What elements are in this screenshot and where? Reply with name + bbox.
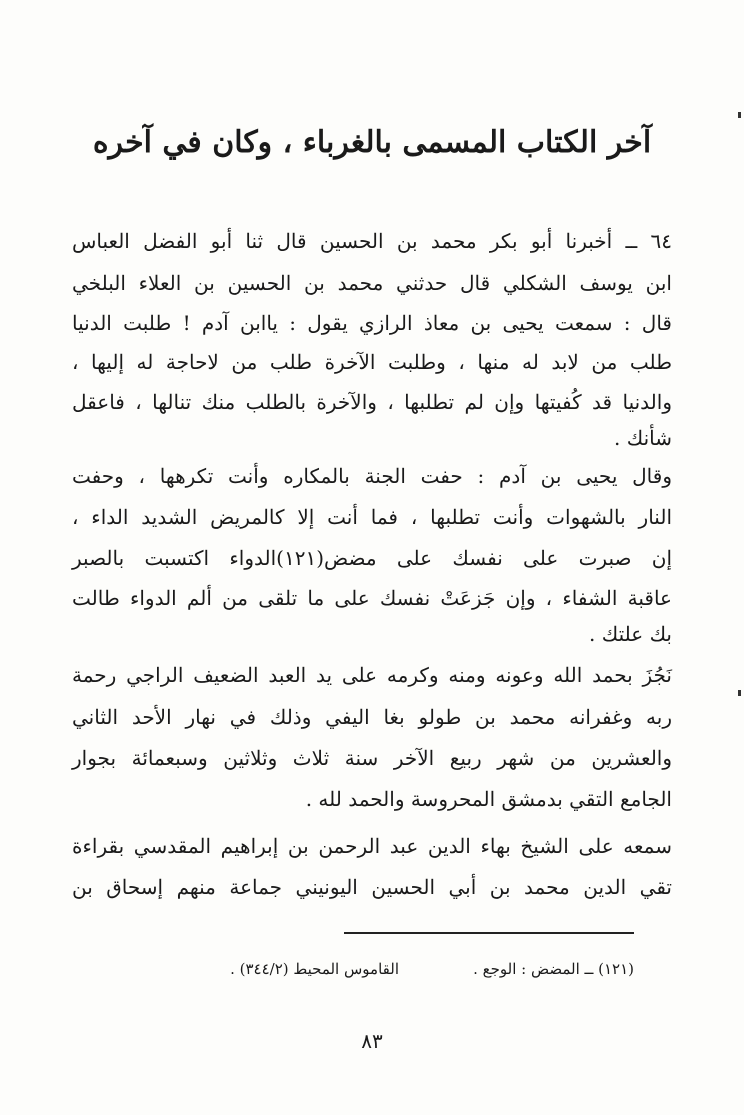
text-line: ربه وغفرانه محمد بن طولو بغا اليفي وذلك في نهار الأحد الثاني xyxy=(72,705,672,729)
text-line: تقي الدين محمد بن أبي الحسين اليونيني جماعة منهم إسحاق بن xyxy=(72,875,672,899)
text-line: طلب من لابد له منها ، وطلبت الآخرة طلب من لاحاجة له إليها ، xyxy=(72,350,673,374)
scan-mark xyxy=(738,690,741,696)
text-line: نَجُزَ بحمد الله وعونه ومنه وكرمه على يد العبد الضعيف الراجي رحمة xyxy=(72,663,672,687)
text-line: النار بالشهوات وأنت تطلبها ، فما أنت إلا كالمريض الشديد الداء ، xyxy=(72,505,672,529)
scan-mark xyxy=(738,112,741,118)
page-title: آخر الكتاب المسمى بالغرباء ، وكان في آخره xyxy=(92,125,652,160)
text-line: إن صبرت على نفسك على مضض(١٢١)الدواء اكتسبت بالصبر xyxy=(72,546,672,570)
text-line: شأنك . xyxy=(614,426,672,450)
footnote-reference: (١٢١) ــ المضض : الوجع . xyxy=(473,960,634,978)
text-line: والعشرين من شهر ربيع الآخر سنة ثلاث وثلاثين وسبعمائة بجوار xyxy=(72,746,672,770)
text-line: ٦٤ ــ أخبرنا أبو بكر محمد بن الحسين قال ثنا أبو الفضل العباس xyxy=(72,229,672,253)
page-number: ٨٣ xyxy=(361,1029,383,1053)
text-line: سمعه على الشيخ بهاء الدين عبد الرحمن بن إبراهيم المقدسي بقراءة xyxy=(72,834,672,858)
text-line: والدنيا قد كُفيتها وإن لم تطلبها ، والآخرة بالطلب منك تنالها ، فاعقل xyxy=(72,390,672,414)
text-line: الجامع التقي بدمشق المحروسة والحمد لله . xyxy=(305,787,672,811)
text-line: بك علتك . xyxy=(589,622,672,646)
footnote-separator xyxy=(344,932,634,934)
text-line: ابن يوسف الشكلي قال حدثني محمد بن الحسين بن العلاء البلخي xyxy=(72,271,672,295)
text-line: عاقبة الشفاء ، وإن جَزعَتْ نفسك على ما تلقى من ألم الدواء طالت xyxy=(72,586,672,610)
text-line: وقال يحيى بن آدم : حفت الجنة بالمكاره وأنت تكرهها ، وحفت xyxy=(72,464,672,488)
footnote-source: القاموس المحيط (٣٤٤/٢) . xyxy=(230,960,399,978)
text-line: قال : سمعت يحيى بن معاذ الرازي يقول : ياابن آدم ! طلبت الدنيا xyxy=(72,311,672,335)
